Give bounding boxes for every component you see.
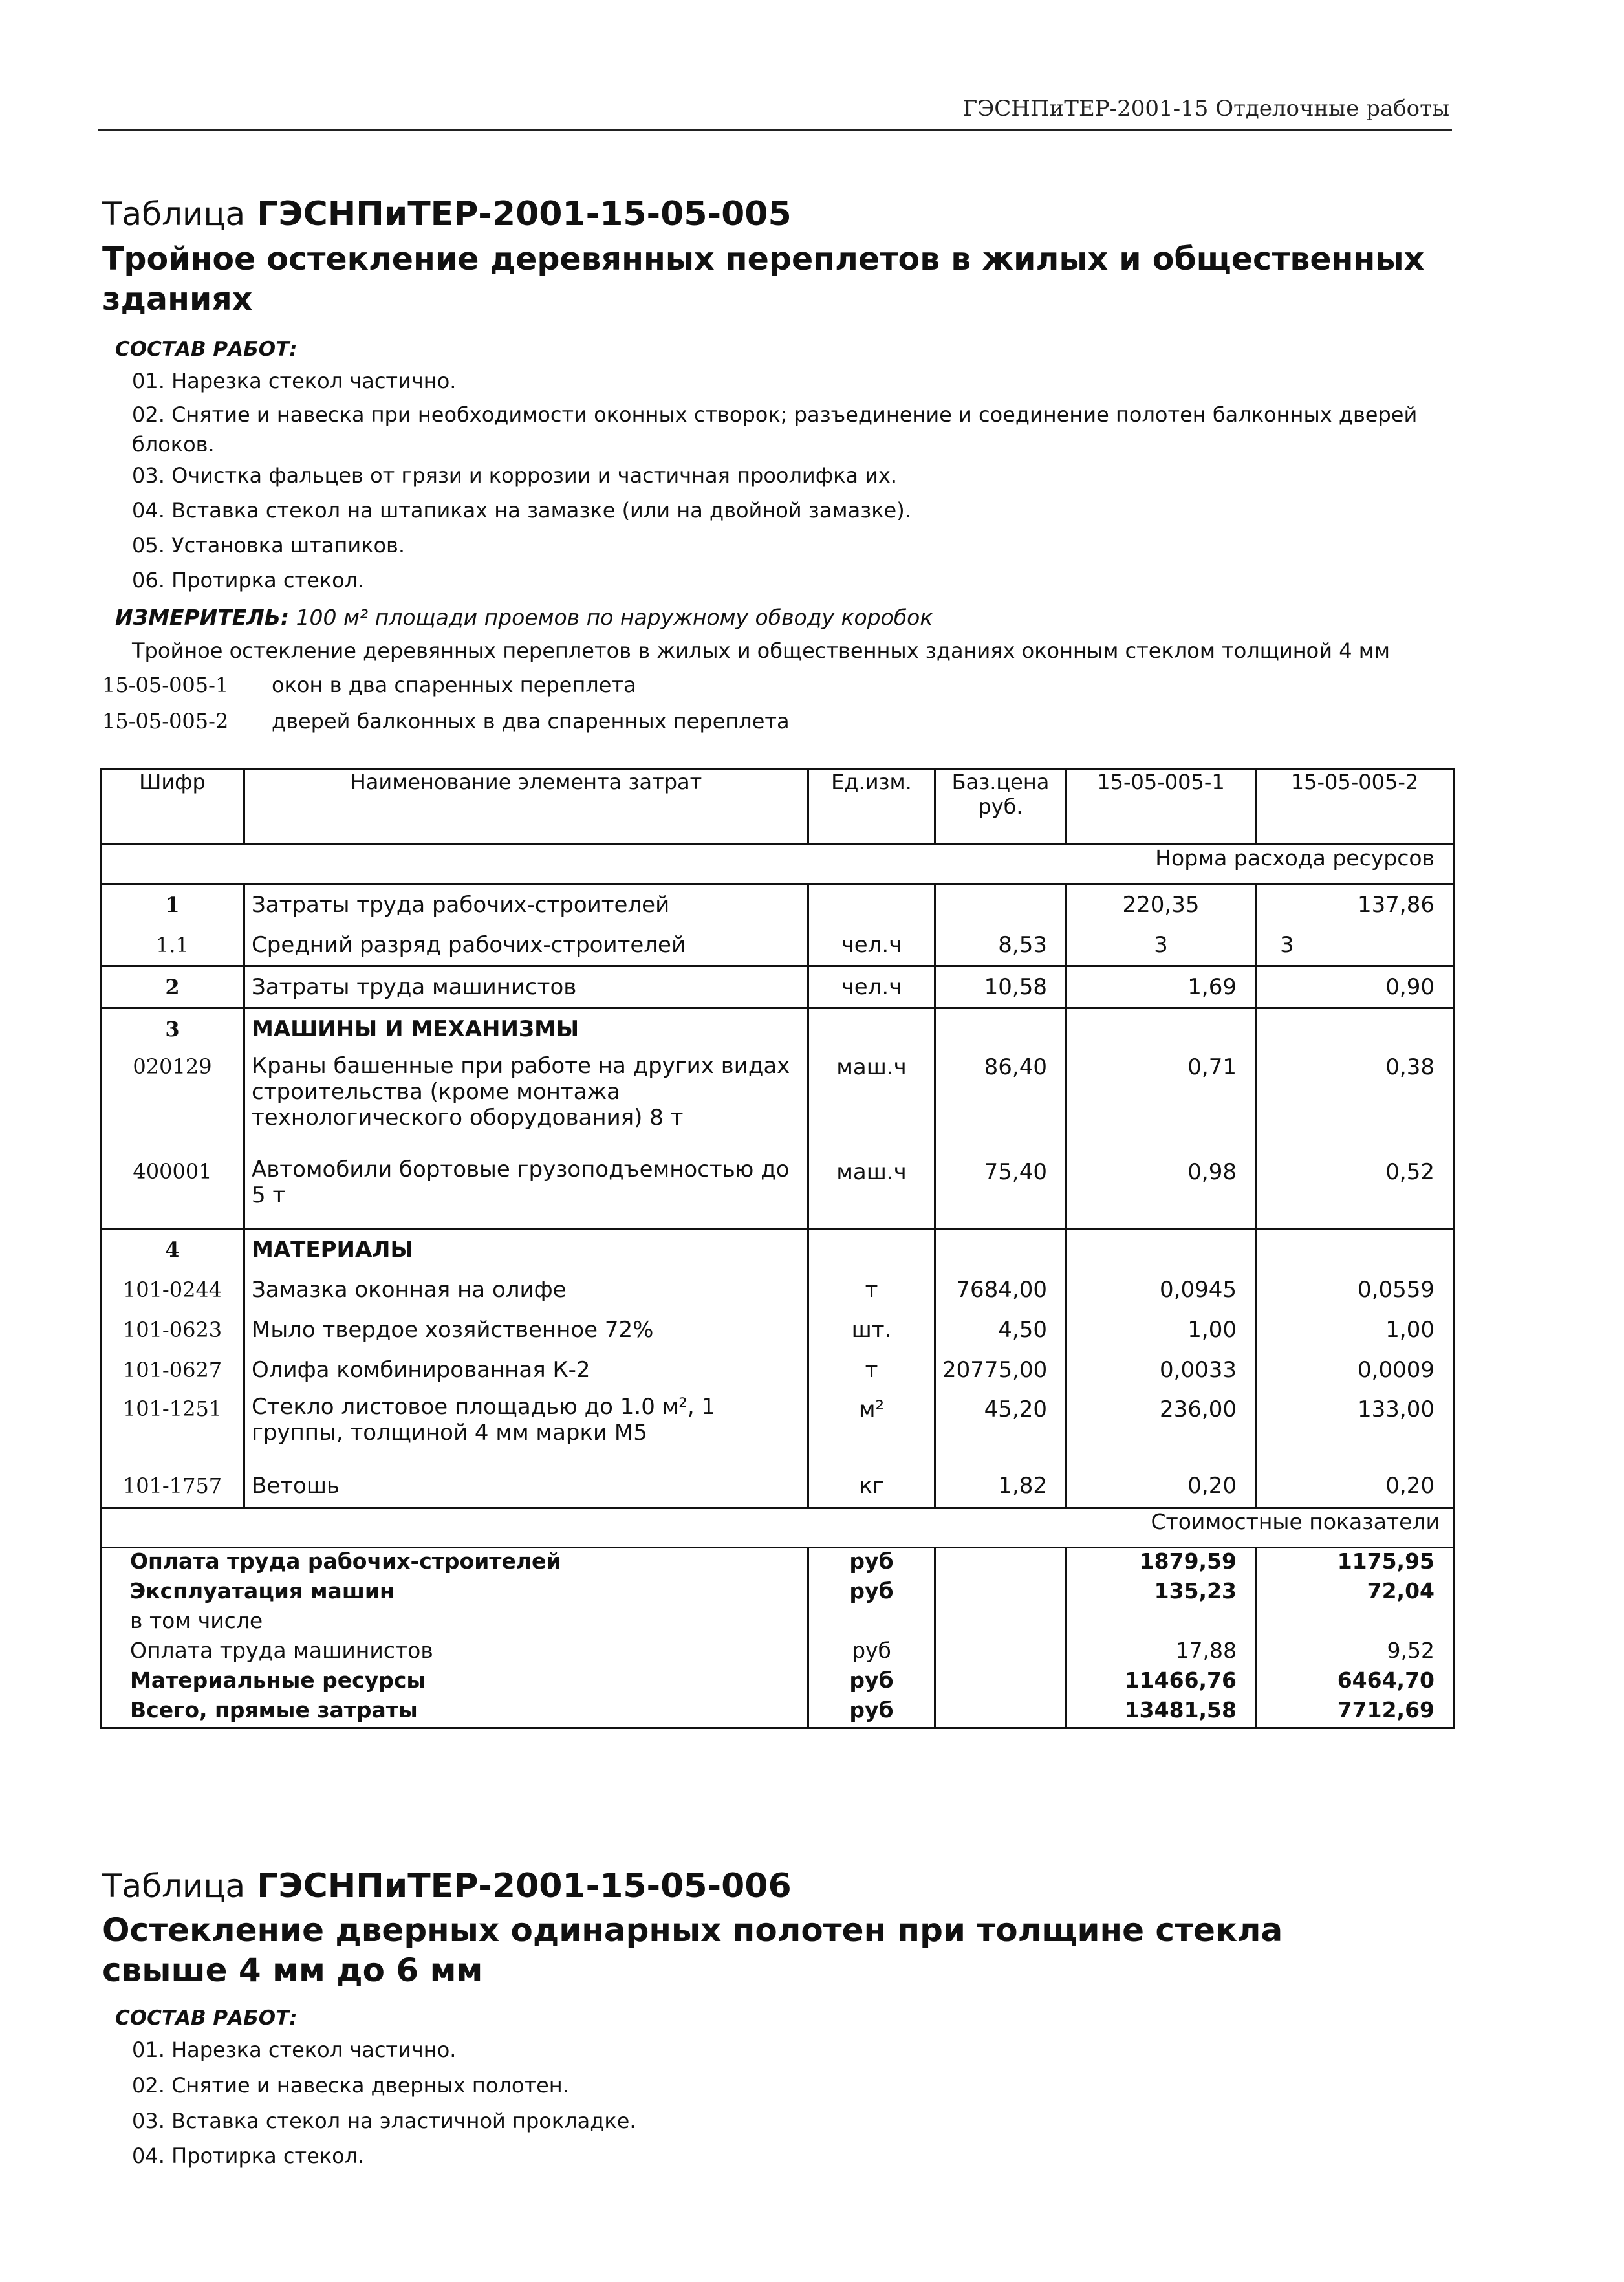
row-v2: 1,00 [1256,1310,1454,1350]
section-name: МАТЕРИАЛЫ [244,1229,808,1270]
row-v2: 0,52 [1256,1153,1454,1229]
header-rule [98,129,1452,131]
table1-prefix: Таблица [102,195,246,233]
row-v1: 3 [1066,925,1256,966]
table1-sostav-label: СОСТАВ РАБОТ: [115,338,298,361]
table1-note: Тройное остекление деревянных переплетов в жилых и общественных зданиях оконным стеклом толщиной 4 мм [132,638,1391,663]
row-v1: 0,0945 [1066,1270,1256,1310]
table1-heading [102,194,792,234]
table-row [101,1049,1454,1153]
table2-prefix: Таблица [102,1867,246,1905]
row-unit: м² [808,1390,935,1465]
variant-code: 15-05-005-2 [102,709,229,734]
row-code: 101-1757 [101,1465,244,1508]
variant-code: 15-05-005-1 [102,673,229,697]
cost-v1: 1879,59 [1066,1547,1256,1578]
row-v2: 0,90 [1256,966,1454,1008]
empty-cell [935,1668,1066,1697]
table2-heading [102,1866,792,1906]
empty-cell [935,1697,1066,1728]
empty-cell [1256,1008,1454,1050]
table-row [101,1390,1454,1465]
row-v1: 0,20 [1066,1465,1256,1508]
cost-name: Эксплуатация машин [101,1578,808,1608]
row-code: 101-1251 [101,1390,244,1465]
row-unit: т [808,1270,935,1310]
table1-title-line2: зданиях [102,281,253,318]
row-unit: кг [808,1465,935,1508]
empty-cell [1256,1608,1454,1638]
section-row [101,1008,1454,1050]
row-code: 101-0623 [101,1310,244,1350]
cost-v1: 13481,58 [1066,1697,1256,1728]
row-v1: 220,35 [1066,884,1256,926]
norma-label: Норма расхода ресурсов [101,845,1454,884]
header-unit: Ед.изм. [808,769,935,845]
running-head: ГЭСНПиТЕР-2001-15 Отделочные работы [962,96,1449,122]
header-variant-2: 15-05-005-2 [1256,769,1454,845]
cost-row [101,1608,1454,1638]
cost-unit: руб [808,1697,935,1728]
row-code: 101-0244 [101,1270,244,1310]
row-name: Мыло твердое хозяйственное 72% [244,1310,808,1350]
empty-cell [1066,1008,1256,1050]
row-name: Олифа комбинированная К-2 [244,1350,808,1390]
row-name: Краны башенные при работе на других видах строительства (кроме монтажа технологического оборудования) 8 т [244,1049,808,1153]
row-price: 45,20 [935,1390,1066,1465]
row-v1: 0,0033 [1066,1350,1256,1390]
empty-cell [935,1578,1066,1608]
row-code: 1 [101,884,244,926]
row-name: Замазка оконная на олифе [244,1270,808,1310]
row-price: 20775,00 [935,1350,1066,1390]
cost-row [101,1638,1454,1668]
table-row [101,1350,1454,1390]
table-row [101,1153,1454,1229]
work-item: 05. Установка штапиков. [132,533,406,558]
norma-row [101,845,1454,884]
row-code: 2 [101,966,244,1008]
row-code: 101-0627 [101,1350,244,1390]
row-v2: 0,0009 [1256,1350,1454,1390]
header-code: Шифр [101,769,244,845]
cost-name: Материальные ресурсы [101,1668,808,1697]
empty-cell [935,1638,1066,1668]
empty-cell [1256,1229,1454,1270]
table2-sostav-label: СОСТАВ РАБОТ: [115,2006,298,2030]
row-price: 86,40 [935,1049,1066,1153]
cost-label: Стоимостные показатели [101,1508,1454,1547]
row-unit: чел.ч [808,925,935,966]
cost-name: в том числе [101,1608,808,1638]
section-row [101,1229,1454,1270]
row-code: 400001 [101,1153,244,1229]
row-unit: маш.ч [808,1049,935,1153]
row-v2: 3 [1256,925,1454,966]
empty-cell [1066,1229,1256,1270]
section-code: 4 [101,1229,244,1270]
row-price: 8,53 [935,925,1066,966]
work-item: 02. Снятие и навеска при необходимости оконных створок; разъединение и соединение полотен балконных дверей блоков. [132,402,1418,457]
izmeritel-text: 100 м² площади проемов по наружному обводу коробок [296,605,933,630]
section-code: 3 [101,1008,244,1050]
cost-row [101,1668,1454,1697]
row-v2: 0,20 [1256,1465,1454,1508]
row-v2: 0,0559 [1256,1270,1454,1310]
table2-title-line2: свыше 4 мм до 6 мм [102,1951,483,1989]
cost-v1: 11466,76 [1066,1668,1256,1697]
work-item: 03. Вставка стекол на эластичной прокладке. [132,2109,636,2133]
row-price: 1,82 [935,1465,1066,1508]
work-item: 01. Нарезка стекол частично. [132,369,457,393]
cost-row [101,1697,1454,1728]
empty-cell [808,1608,935,1638]
cost-unit: руб [808,1668,935,1697]
work-item: 03. Очистка фальцев от грязи и коррозии и частичная проолифка их. [132,463,898,488]
table-row [101,884,1454,926]
table-row [101,925,1454,966]
cost-v1: 135,23 [1066,1578,1256,1608]
row-v1: 236,00 [1066,1390,1256,1465]
cost-v2: 72,04 [1256,1578,1454,1608]
row-name: Стекло листовое площадью до 1.0 м², 1 группы, толщиной 4 мм марки М5 [244,1390,808,1465]
cost-name: Оплата труда машинистов [101,1638,808,1668]
header-variant-1: 15-05-005-1 [1066,769,1256,845]
table1-title-line1: Тройное остекление деревянных переплетов в жилых и общественных [102,241,1425,277]
cost-unit: руб [808,1638,935,1668]
empty-cell [935,1229,1066,1270]
row-name: Затраты труда машинистов [244,966,808,1008]
empty-cell [935,1547,1066,1578]
row-v2: 133,00 [1256,1390,1454,1465]
izmeritel-label: ИЗМЕРИТЕЛЬ: [115,605,290,630]
row-name: Автомобили бортовые грузоподъемностью до 5 т [244,1153,808,1229]
row-name: Затраты труда рабочих-строителей [244,884,808,926]
table1-code: ГЭСНПиТЕР-2001-15-05-005 [257,195,792,234]
row-unit [808,884,935,926]
row-name: Средний разряд рабочих-строителей [244,925,808,966]
cost-v2: 7712,69 [1256,1697,1454,1728]
empty-cell [808,1229,935,1270]
section-name: МАШИНЫ И МЕХАНИЗМЫ [244,1008,808,1050]
cost-v2: 1175,95 [1256,1547,1454,1578]
header-name: Наименование элемента затрат [244,769,808,845]
empty-cell [935,1008,1066,1050]
variant-row [102,709,790,734]
variant-text: окон в два спаренных переплета [272,673,636,697]
work-item: 04. Протирка стекол. [132,2144,365,2168]
cost-v2: 6464,70 [1256,1668,1454,1697]
table-row [101,966,1454,1008]
work-item: 01. Нарезка стекол частично. [132,2038,457,2062]
cost-name: Оплата труда рабочих-строителей [101,1547,808,1578]
header-price: Баз.цена руб. [935,769,1066,845]
table-row [101,1310,1454,1350]
cost-v1: 17,88 [1066,1638,1256,1668]
table-row [101,1270,1454,1310]
table2-code: ГЭСНПиТЕР-2001-15-05-006 [257,1867,792,1906]
row-price [935,884,1066,926]
row-price: 4,50 [935,1310,1066,1350]
variant-row [102,673,636,697]
resource-table [100,768,1455,1729]
cost-header-row [101,1508,1454,1547]
work-item: 02. Снятие и навеска дверных полотен. [132,2073,569,2098]
row-v2: 0,38 [1256,1049,1454,1153]
row-v1: 0,71 [1066,1049,1256,1153]
row-v1: 1,69 [1066,966,1256,1008]
row-unit: чел.ч [808,966,935,1008]
cost-unit: руб [808,1547,935,1578]
row-price: 75,40 [935,1153,1066,1229]
row-v2: 137,86 [1256,884,1454,926]
row-code: 020129 [101,1049,244,1153]
empty-cell [808,1008,935,1050]
empty-cell [1066,1608,1256,1638]
cost-row [101,1547,1454,1578]
empty-cell [935,1608,1066,1638]
work-item: 06. Протирка стекол. [132,568,365,592]
row-price: 7684,00 [935,1270,1066,1310]
cost-unit: руб [808,1578,935,1608]
izmeritel [115,605,933,630]
row-name: Ветошь [244,1465,808,1508]
row-price: 10,58 [935,966,1066,1008]
row-v1: 1,00 [1066,1310,1256,1350]
row-unit: маш.ч [808,1153,935,1229]
cost-name: Всего, прямые затраты [101,1697,808,1728]
row-unit: т [808,1350,935,1390]
variant-text: дверей балконных в два спаренных переплета [272,709,790,734]
cost-row [101,1578,1454,1608]
work-item: 04. Вставка стекол на штапиках на замазке (или на двойной замазке). [132,498,911,523]
row-code: 1.1 [101,925,244,966]
cost-v2: 9,52 [1256,1638,1454,1668]
table-header-row [101,769,1454,845]
row-unit: шт. [808,1310,935,1350]
table2-title-line1: Остекление дверных одинарных полотен при толщине стекла [102,1911,1283,1949]
row-v1: 0,98 [1066,1153,1256,1229]
table-row [101,1465,1454,1508]
